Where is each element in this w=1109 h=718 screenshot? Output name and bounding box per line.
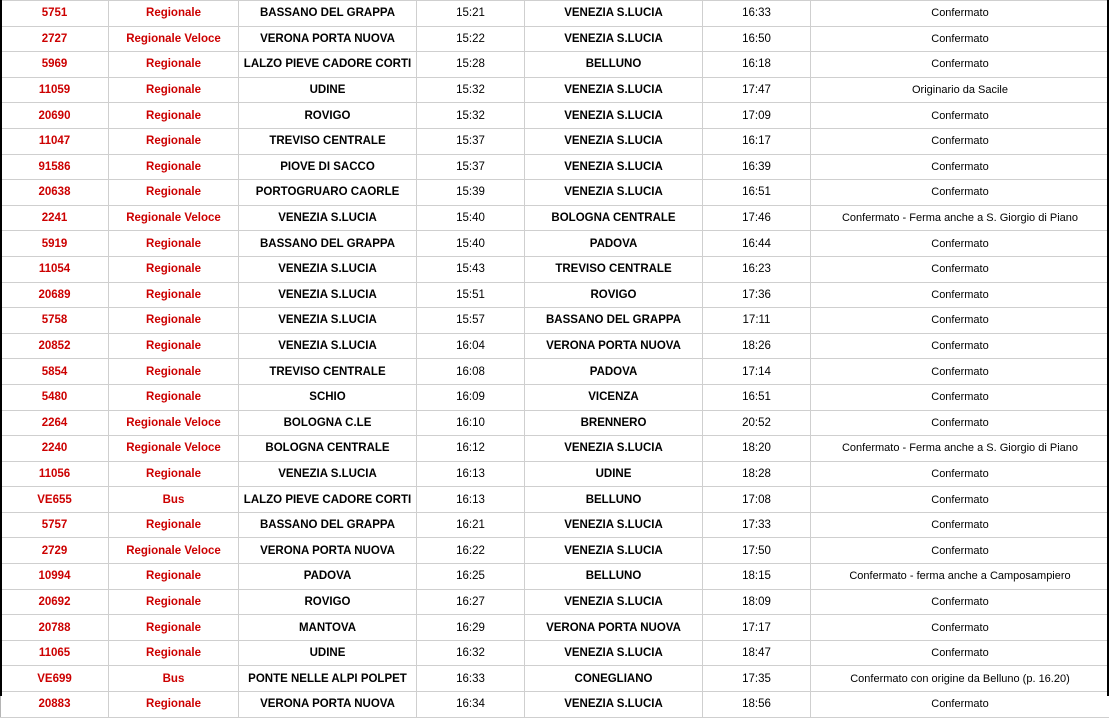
table-row[interactable] [1,52,1109,78]
train-category: Regionale [109,640,239,666]
status-note: Confermato con origine da Belluno (p. 16.20) [811,666,1109,692]
departure-time: 16:12 [417,436,525,462]
arrival-time: 17:08 [703,487,811,513]
status-note: Confermato [811,103,1109,129]
destination-station: VERONA PORTA NUOVA [525,333,703,359]
table-row[interactable] [1,333,1109,359]
destination-station: VENEZIA S.LUCIA [525,26,703,52]
arrival-time: 18:28 [703,461,811,487]
table-row[interactable] [1,384,1109,410]
destination-station: VENEZIA S.LUCIA [525,692,703,718]
departure-time: 16:34 [417,692,525,718]
train-number: 20852 [1,333,109,359]
train-category: Regionale Veloce [109,26,239,52]
status-note: Confermato [811,640,1109,666]
status-note: Confermato - ferma anche a Camposampiero [811,564,1109,590]
train-category: Regionale [109,77,239,103]
arrival-time: 17:33 [703,512,811,538]
destination-station: VICENZA [525,384,703,410]
departure-time: 15:32 [417,103,525,129]
train-category: Bus [109,487,239,513]
train-category: Regionale [109,128,239,154]
destination-station: ROVIGO [525,282,703,308]
departure-time: 15:40 [417,205,525,231]
arrival-time: 17:47 [703,77,811,103]
train-number: 5480 [1,384,109,410]
arrival-time: 18:26 [703,333,811,359]
origin-station: BASSANO DEL GRAPPA [239,1,417,27]
status-note: Confermato [811,256,1109,282]
status-note: Confermato [811,589,1109,615]
page-left-border [0,0,2,696]
destination-station: PADOVA [525,359,703,385]
status-note: Confermato [811,231,1109,257]
train-number: 2727 [1,26,109,52]
train-category: Regionale [109,256,239,282]
train-category: Regionale Veloce [109,410,239,436]
train-number: 5751 [1,1,109,27]
arrival-time: 17:35 [703,666,811,692]
departure-time: 15:32 [417,77,525,103]
train-category: Regionale [109,154,239,180]
table-row[interactable] [1,26,1109,52]
origin-station: SCHIO [239,384,417,410]
table-row[interactable] [1,128,1109,154]
train-category: Regionale [109,52,239,78]
status-note: Confermato [811,615,1109,641]
destination-station: VENEZIA S.LUCIA [525,103,703,129]
train-category: Regionale [109,308,239,334]
table-row[interactable] [1,666,1109,692]
table-row[interactable] [1,692,1109,718]
arrival-time: 16:51 [703,180,811,206]
status-note: Confermato [811,26,1109,52]
table-row[interactable] [1,564,1109,590]
origin-station: TREVISO CENTRALE [239,359,417,385]
train-number: 2241 [1,205,109,231]
departure-time: 15:21 [417,1,525,27]
destination-station: VENEZIA S.LUCIA [525,436,703,462]
origin-station: VERONA PORTA NUOVA [239,26,417,52]
train-category: Regionale [109,461,239,487]
destination-station: VENEZIA S.LUCIA [525,154,703,180]
status-note: Confermato [811,384,1109,410]
destination-station: TREVISO CENTRALE [525,256,703,282]
status-note: Confermato [811,487,1109,513]
departure-time: 16:22 [417,538,525,564]
status-note: Confermato [811,308,1109,334]
departure-time: 15:40 [417,231,525,257]
arrival-time: 17:36 [703,282,811,308]
arrival-time: 18:15 [703,564,811,590]
departure-time: 16:33 [417,666,525,692]
status-note: Originario da Sacile [811,77,1109,103]
table-row[interactable] [1,154,1109,180]
train-number: 2240 [1,436,109,462]
table-row[interactable] [1,436,1109,462]
train-category: Regionale Veloce [109,436,239,462]
status-note: Confermato [811,52,1109,78]
arrival-time: 17:09 [703,103,811,129]
departure-time: 16:25 [417,564,525,590]
arrival-time: 18:20 [703,436,811,462]
arrival-time: 16:39 [703,154,811,180]
departure-time: 16:10 [417,410,525,436]
train-category: Regionale [109,359,239,385]
destination-station: BELLUNO [525,564,703,590]
table-row[interactable] [1,615,1109,641]
status-note: Confermato - Ferma anche a S. Giorgio di Piano [811,205,1109,231]
origin-station: BASSANO DEL GRAPPA [239,231,417,257]
departure-time: 16:29 [417,615,525,641]
train-number: 11065 [1,640,109,666]
arrival-time: 16:17 [703,128,811,154]
train-category: Regionale [109,512,239,538]
destination-station: CONEGLIANO [525,666,703,692]
train-number: 20638 [1,180,109,206]
departure-time: 15:28 [417,52,525,78]
table-row[interactable] [1,512,1109,538]
destination-station: VENEZIA S.LUCIA [525,512,703,538]
table-row[interactable] [1,231,1109,257]
origin-station: UDINE [239,640,417,666]
origin-station: LALZO PIEVE CADORE CORTI [239,52,417,78]
table-row[interactable] [1,1,1109,27]
table-row[interactable] [1,282,1109,308]
train-category: Regionale [109,384,239,410]
origin-station: PORTOGRUARO CAORLE [239,180,417,206]
destination-station: BELLUNO [525,52,703,78]
train-number: 2264 [1,410,109,436]
train-number: 5758 [1,308,109,334]
status-note: Confermato [811,461,1109,487]
arrival-time: 18:47 [703,640,811,666]
arrival-time: 18:56 [703,692,811,718]
destination-station: VENEZIA S.LUCIA [525,1,703,27]
train-number: 20883 [1,692,109,718]
arrival-time: 18:09 [703,589,811,615]
train-category: Regionale [109,282,239,308]
origin-station: BOLOGNA CENTRALE [239,436,417,462]
table-row[interactable] [1,461,1109,487]
departure-time: 16:13 [417,487,525,513]
departure-time: 15:37 [417,128,525,154]
destination-station: BASSANO DEL GRAPPA [525,308,703,334]
train-number: 11047 [1,128,109,154]
departure-time: 15:39 [417,180,525,206]
departure-time: 16:04 [417,333,525,359]
arrival-time: 20:52 [703,410,811,436]
status-note: Confermato [811,359,1109,385]
arrival-time: 17:14 [703,359,811,385]
table-row[interactable] [1,487,1109,513]
destination-station: VENEZIA S.LUCIA [525,77,703,103]
table-row[interactable] [1,77,1109,103]
origin-station: BASSANO DEL GRAPPA [239,512,417,538]
destination-station: PADOVA [525,231,703,257]
train-category: Regionale [109,333,239,359]
status-note: Confermato [811,180,1109,206]
status-note: Confermato - Ferma anche a S. Giorgio di Piano [811,436,1109,462]
departure-time: 15:51 [417,282,525,308]
table-row[interactable] [1,180,1109,206]
train-number: 20788 [1,615,109,641]
origin-station: VERONA PORTA NUOVA [239,692,417,718]
train-number: 11059 [1,77,109,103]
train-number: 10994 [1,564,109,590]
origin-station: VENEZIA S.LUCIA [239,282,417,308]
arrival-time: 16:23 [703,256,811,282]
train-number: 20692 [1,589,109,615]
origin-station: VENEZIA S.LUCIA [239,308,417,334]
train-category: Regionale [109,692,239,718]
train-number: 2729 [1,538,109,564]
origin-station: UDINE [239,77,417,103]
train-number: 5919 [1,231,109,257]
table-row[interactable] [1,256,1109,282]
origin-station: VENEZIA S.LUCIA [239,256,417,282]
departure-time: 16:32 [417,640,525,666]
departure-time: 16:27 [417,589,525,615]
status-note: Confermato [811,692,1109,718]
table-row[interactable] [1,308,1109,334]
arrival-time: 16:44 [703,231,811,257]
destination-station: VENEZIA S.LUCIA [525,180,703,206]
origin-station: VENEZIA S.LUCIA [239,461,417,487]
train-number: 5854 [1,359,109,385]
train-number: 11056 [1,461,109,487]
status-note: Confermato [811,1,1109,27]
train-category: Regionale Veloce [109,538,239,564]
origin-station: PONTE NELLE ALPI POLPET [239,666,417,692]
departure-time: 16:08 [417,359,525,385]
table-row[interactable] [1,205,1109,231]
origin-station: LALZO PIEVE CADORE CORTI [239,487,417,513]
train-category: Regionale Veloce [109,205,239,231]
origin-station: MANTOVA [239,615,417,641]
train-category: Regionale [109,231,239,257]
destination-station: UDINE [525,461,703,487]
train-category: Regionale [109,615,239,641]
train-number: 20690 [1,103,109,129]
train-number: 20689 [1,282,109,308]
arrival-time: 16:18 [703,52,811,78]
arrival-time: 16:51 [703,384,811,410]
departure-time: 15:43 [417,256,525,282]
destination-station: VENEZIA S.LUCIA [525,589,703,615]
departure-time: 15:37 [417,154,525,180]
origin-station: VERONA PORTA NUOVA [239,538,417,564]
train-number: 5757 [1,512,109,538]
train-category: Regionale [109,589,239,615]
table-row[interactable] [1,359,1109,385]
origin-station: BOLOGNA C.LE [239,410,417,436]
origin-station: TREVISO CENTRALE [239,128,417,154]
train-number: VE699 [1,666,109,692]
train-category: Bus [109,666,239,692]
train-number: 5969 [1,52,109,78]
train-number: VE655 [1,487,109,513]
destination-station: BELLUNO [525,487,703,513]
table-row[interactable] [1,538,1109,564]
table-row[interactable] [1,103,1109,129]
origin-station: PIOVE DI SACCO [239,154,417,180]
table-row[interactable] [1,410,1109,436]
departure-time: 16:13 [417,461,525,487]
arrival-time: 17:46 [703,205,811,231]
arrival-time: 17:50 [703,538,811,564]
status-note: Confermato [811,282,1109,308]
destination-station: VERONA PORTA NUOVA [525,615,703,641]
train-category: Regionale [109,180,239,206]
departure-time: 15:57 [417,308,525,334]
train-category: Regionale [109,564,239,590]
table-row[interactable] [1,640,1109,666]
arrival-time: 16:33 [703,1,811,27]
destination-station: BRENNERO [525,410,703,436]
train-number: 91586 [1,154,109,180]
status-note: Confermato [811,333,1109,359]
departure-time: 15:22 [417,26,525,52]
arrival-time: 16:50 [703,26,811,52]
status-note: Confermato [811,512,1109,538]
status-note: Confermato [811,410,1109,436]
arrival-time: 17:17 [703,615,811,641]
origin-station: ROVIGO [239,103,417,129]
origin-station: ROVIGO [239,589,417,615]
destination-station: VENEZIA S.LUCIA [525,128,703,154]
arrival-time: 17:11 [703,308,811,334]
departure-time: 16:09 [417,384,525,410]
table-row[interactable] [1,589,1109,615]
destination-station: VENEZIA S.LUCIA [525,538,703,564]
origin-station: PADOVA [239,564,417,590]
status-note: Confermato [811,128,1109,154]
train-number: 11054 [1,256,109,282]
origin-station: VENEZIA S.LUCIA [239,205,417,231]
origin-station: VENEZIA S.LUCIA [239,333,417,359]
destination-station: BOLOGNA CENTRALE [525,205,703,231]
train-category: Regionale [109,1,239,27]
status-note: Confermato [811,154,1109,180]
departure-time: 16:21 [417,512,525,538]
status-note: Confermato [811,538,1109,564]
train-category: Regionale [109,103,239,129]
destination-station: VENEZIA S.LUCIA [525,640,703,666]
timetable-body [1,1,1109,718]
